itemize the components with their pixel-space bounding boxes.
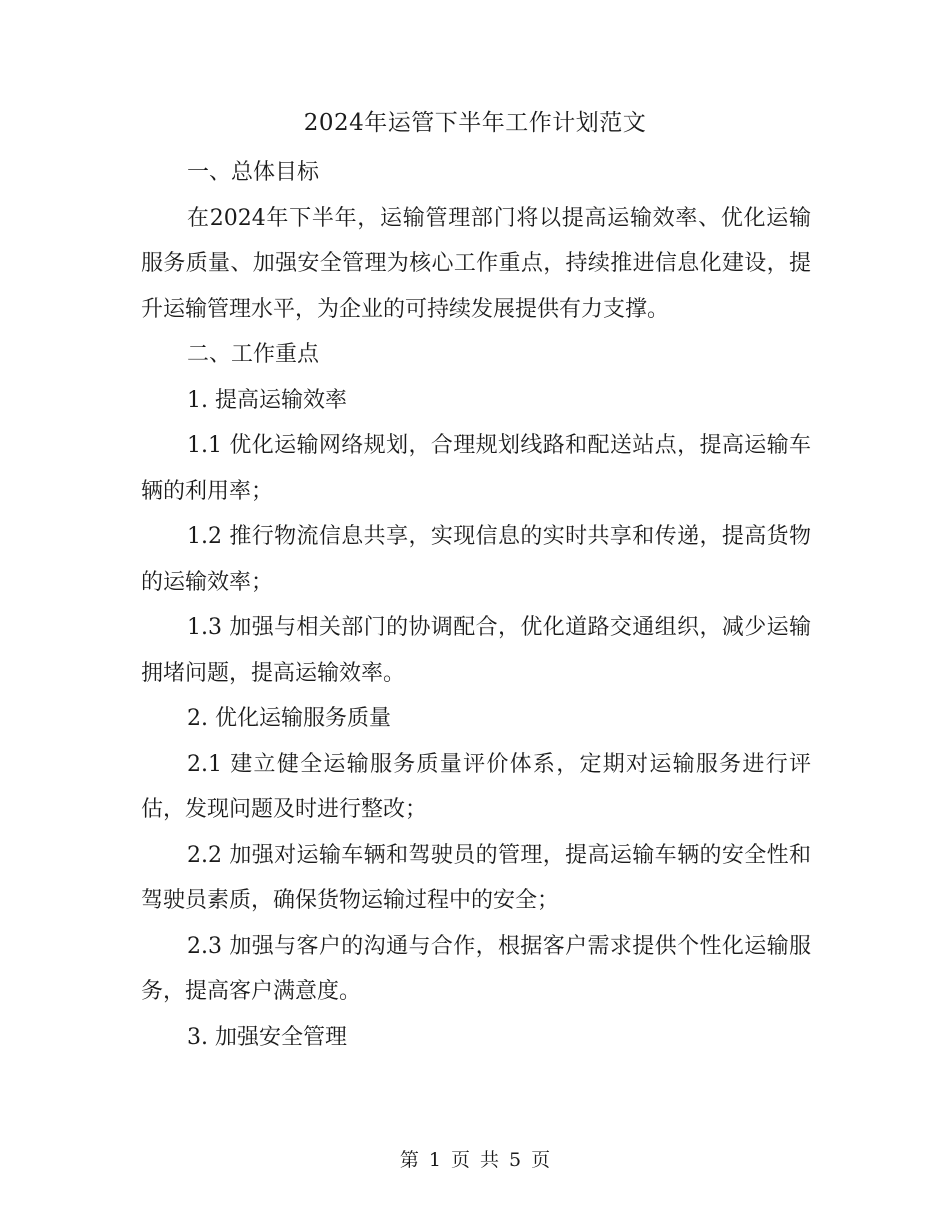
subsection-heading: 3. 加强安全管理 [187, 1024, 347, 1050]
document-body [141, 150, 811, 1060]
paragraph: 在2024年下半年，运输管理部门将以提高运输效率、优化运输服务质量、加强安全管理为核心工作重点，持续推进信息化建设，提升运输管理水平，为企业的可持续发展提供有力支撑。 [141, 205, 811, 322]
list-item: 2.3 加强与客户的沟通与合作，根据客户需求提供个性化运输服务，提高客户满意度。 [141, 933, 811, 1004]
list-item: 2.2 加强对运输车辆和驾驶员的管理，提高运输车辆的安全性和驾驶员素质，确保货物运输过程中的安全； [141, 842, 811, 913]
section-heading: 一、总体目标 [187, 160, 320, 185]
list-item: 1.1 优化运输网络规划，合理规划线路和配送站点，提高运输车辆的利用率； [141, 433, 811, 504]
list-item: 1.2 推行物流信息共享，实现信息的实时共享和传递，提高货物的运输效率； [141, 524, 811, 595]
document-title: 2024年运管下半年工作计划范文 [303, 110, 647, 136]
list-item: 2.1 建立健全运输服务质量评价体系，定期对运输服务进行评估，发现问题及时进行整改； [141, 751, 811, 822]
list-item: 1.3 加强与相关部门的协调配合，优化道路交通组织，减少运输拥堵问题，提高运输效率。 [141, 615, 811, 686]
subsection-heading: 2. 优化运输服务质量 [187, 706, 391, 731]
section-heading: 二、工作重点 [187, 342, 320, 367]
subsection-heading: 1. 提高运输效率 [187, 387, 347, 413]
page-footer: 第 1 页 共 5 页 [399, 1149, 551, 1171]
